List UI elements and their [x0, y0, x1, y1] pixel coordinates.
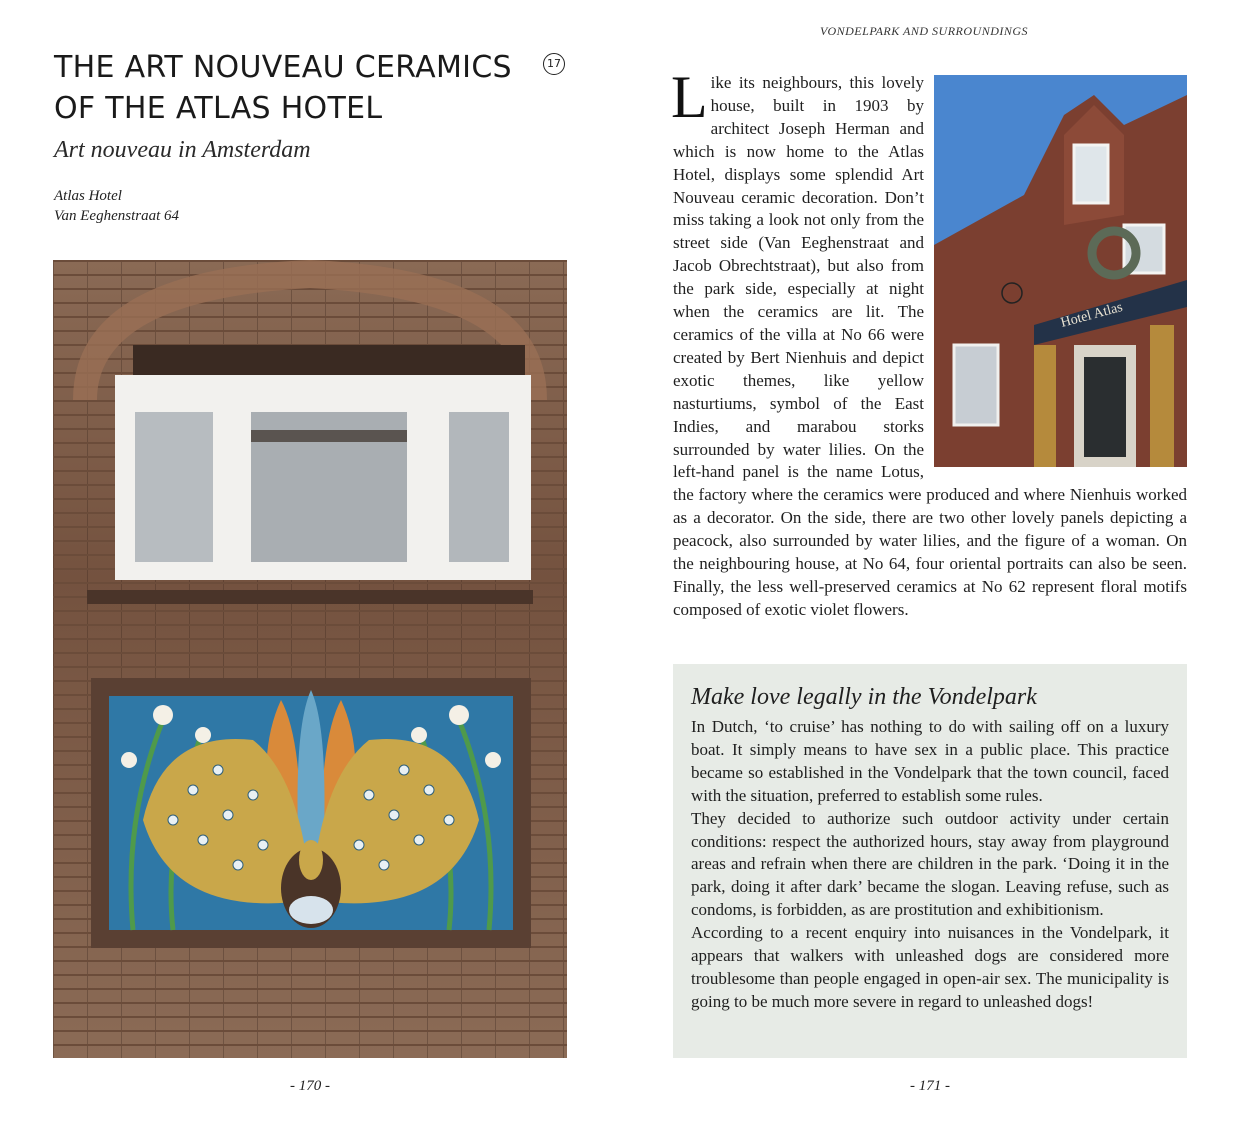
- hotel-facade-illustration: [934, 75, 1187, 467]
- peacock-panel-photo: [53, 260, 567, 1058]
- sidebar-title: Make love legally in the Vondelpark: [691, 684, 1037, 710]
- title-line-1: THE ART NOUVEAU CERAMICS: [54, 50, 512, 85]
- sidebar-box: [673, 664, 1187, 1058]
- page-number-right: - 171 -: [910, 1078, 950, 1094]
- ground-window: [954, 345, 998, 425]
- curtain-rail: [251, 430, 407, 442]
- window-pane-3: [449, 412, 509, 562]
- page-title: [54, 47, 524, 129]
- upper-window: [1074, 145, 1108, 203]
- address-block: [54, 186, 179, 226]
- sidebar-paragraph-3: According to a recent enquiry into nuisances in the Vondelpark, it appears that walkers with unleashed dogs are considered more troublesome than people engaged in open-air sex. The municipality is going to be much more severe in regard to unleashed dogs!: [691, 923, 1169, 1011]
- running-head: VONDELPARK AND SURROUNDINGS: [820, 24, 1029, 38]
- title-line-2: OF THE ATLAS HOTEL: [54, 91, 383, 126]
- hotel-sign-text: Hotel Atlas: [1059, 299, 1125, 331]
- entrance-glass: [1084, 357, 1126, 457]
- window-sill: [87, 590, 533, 604]
- page-number-left: - 170 -: [290, 1078, 330, 1094]
- hotel-facade-photo: [934, 75, 1187, 467]
- address-line-venue: Atlas Hotel: [54, 188, 122, 204]
- window-lintel: [133, 345, 525, 380]
- subtitle: Art nouveau in Amsterdam: [54, 137, 311, 163]
- tile-column-right: [1150, 325, 1174, 467]
- tile-column-left: [1034, 345, 1056, 467]
- drop-cap: L: [671, 64, 708, 130]
- address-line-street: Van Eeghenstraat 64: [54, 208, 179, 224]
- sidebar-paragraph-2: They decided to authorize such outdoor activity under certain conditions: respect the authorized hours, stay away from playground areas and refrain when there are children in the park. ‘Doing it in the park, doing it after dark’ became the slogan. Leaving refuse, such as condoms, is forbidden, as are prostitution and exhibitionism.: [691, 808, 1169, 920]
- entry-number-badge: 17: [543, 53, 565, 75]
- article-paragraph: ike its neighbours, this lovely house, built in 1903 by architect Joseph Herman and which is now home to the Atlas Hotel, displays some splendid Art Nouveau ceramic decoration. Don’t miss taking a look not only from the street side (Van Eeghenstraat and Jacob Obrechtstraat), but also from the park side, especially at night when the ceramics are lit. The ceramics of the villa at No 66 were created by Bert Nienhuis and depict exotic themes, like yellow nasturtiums, symbol of the East Indies, and marabou storks surrounded by water lilies. On the left-hand panel is the name Lotus, the factory where the ceramics were produced and where Nienhuis worked as a decorator. On the side, there are two other lovely panels depicting a peacock, also surrounded by water lilies, and the figure of a woman. On the neighbouring house, at No 64, four oriental portraits can also be seen. Finally, the less well-preserved ceramics at No 62 represent floral motifs composed of exotic violet flowers.: [673, 73, 1187, 619]
- peacock-breast: [289, 896, 333, 924]
- window-pane-1: [135, 412, 213, 562]
- peacock-neck: [299, 840, 323, 880]
- article-body: [671, 64, 1187, 622]
- sidebar-paragraph-1: In Dutch, ‘to cruise’ has nothing to do with sailing off on a luxury boat. It simply means to have sex in a public place. This practice became so established in the Vondelpark that the town council, faced with the situation, preferred to establish some rules.: [691, 717, 1169, 805]
- peacock-panel-illustration: [53, 260, 567, 1058]
